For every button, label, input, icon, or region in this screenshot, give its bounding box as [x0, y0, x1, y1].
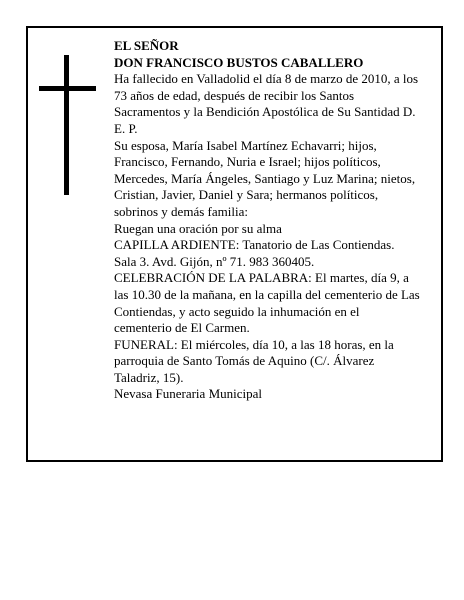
- heading-title: EL SEÑOR: [114, 38, 179, 53]
- death-announcement: Ha fallecido en Valladolid el día 8 de marzo de 2010, a los 73 años de edad, después de recibir los Santos Sacramentos y la Bendición Apostólica de Su Santidad D. E. P.: [114, 71, 419, 136]
- funeral-chapel-info: CAPILLA ARDIENTE: Tanatorio de Las Contiendas. Sala 3. Avd. Gijón, nº 71. 983 360405.: [114, 237, 395, 269]
- funeral-mass-info: FUNERAL: El miércoles, día 10, a las 18 horas, en la parroquia de Santo Tomás de Aquino (C/. Álvarez Taladriz, 15).: [114, 336, 394, 385]
- family-members: Su esposa, María Isabel Martínez Echavarri; hijos, Francisco, Fernando, Nuria e Israel; hijos políticos, Mercedes, María Ángeles, Santiago y Luz Marina; nietos, Cristian, Javier, Daniel y Sara; hermanos políticos, sobrinos y demás familia:: [114, 137, 416, 219]
- obituary-text: [114, 38, 420, 403]
- deceased-name: DON FRANCISCO BUSTOS CABALLERO: [114, 54, 364, 70]
- prayer-request: Ruegan una oración por su alma: [114, 220, 282, 236]
- funeral-home: Nevasa Funeraria Municipal: [114, 386, 263, 402]
- cross-horizontal-bar: [39, 86, 96, 91]
- ceremony-info: CELEBRACIÓN DE LA PALABRA: El martes, día 9, a las 10.30 de la mañana, en la capilla del cementerio de Las Contiendas, y acto seguido la inhumación en el cementerio de El Carmen.: [114, 270, 420, 336]
- cross-vertical-bar: [64, 55, 69, 195]
